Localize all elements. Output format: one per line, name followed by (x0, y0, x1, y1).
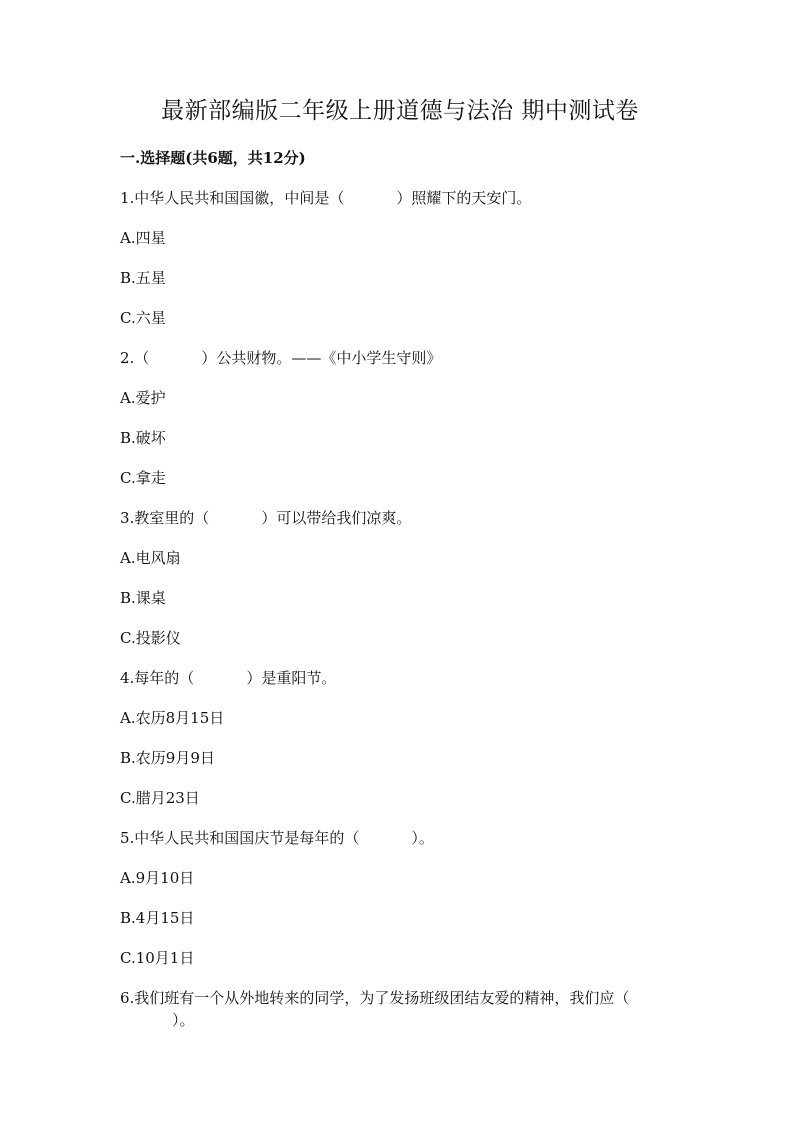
stem-before: 6.我们班有一个从外地转来的同学，为了发扬班级团结友爱的精神，我们应（ (120, 989, 630, 1007)
question-1 (120, 187, 680, 329)
question-stem (120, 987, 680, 1031)
stem-after: ）。 (411, 829, 434, 847)
option-b: B.五星 (120, 269, 166, 287)
exam-content (120, 147, 680, 1049)
option-a: A.农历8月15日 (120, 709, 225, 727)
option-c: C.腊月23日 (120, 789, 200, 807)
option-b: B.课桌 (120, 589, 166, 607)
stem-after: ）是重阳节。 (246, 669, 337, 687)
question-6 (120, 987, 680, 1031)
option-c: C.投影仪 (120, 629, 181, 647)
option-c: C.六星 (120, 309, 166, 327)
stem-before: 3.教室里的（ (120, 509, 210, 527)
option-b: B.破坏 (120, 429, 166, 447)
stem-before: 1.中华人民共和国国徽，中间是（ (120, 189, 345, 207)
stem-before: 5.中华人民共和国国庆节是每年的（ (120, 829, 360, 847)
option-a: A.爱护 (120, 389, 166, 407)
option-b: B.4月15日 (120, 909, 195, 927)
question-4 (120, 667, 680, 809)
question-stem (120, 507, 680, 529)
question-stem (120, 347, 680, 369)
stem-after: ）。 (172, 1011, 195, 1029)
stem-after: ）照耀下的天安门。 (396, 189, 532, 207)
option-b: B.农历9月9日 (120, 749, 215, 767)
stem-before: 2.（ (120, 349, 150, 367)
stem-after: ）公共财物。——《中小学生守则》 (201, 349, 442, 367)
page-title: 最新部编版二年级上册道德与法治 期中测试卷 (161, 98, 639, 124)
question-stem (120, 827, 680, 849)
option-a: A.9月10日 (120, 869, 195, 887)
option-c: C.10月1日 (120, 949, 195, 967)
section-heading: 一.选择题(共6题，共12分) (120, 149, 306, 167)
question-2 (120, 347, 680, 489)
option-a: A.电风扇 (120, 549, 181, 567)
question-3 (120, 507, 680, 649)
option-c: C.拿走 (120, 469, 166, 487)
question-stem (120, 187, 680, 209)
stem-before: 4.每年的（ (120, 669, 195, 687)
question-5 (120, 827, 680, 969)
stem-after: ）可以带给我们凉爽。 (261, 509, 412, 527)
option-a: A.四星 (120, 229, 166, 247)
question-stem (120, 667, 680, 689)
